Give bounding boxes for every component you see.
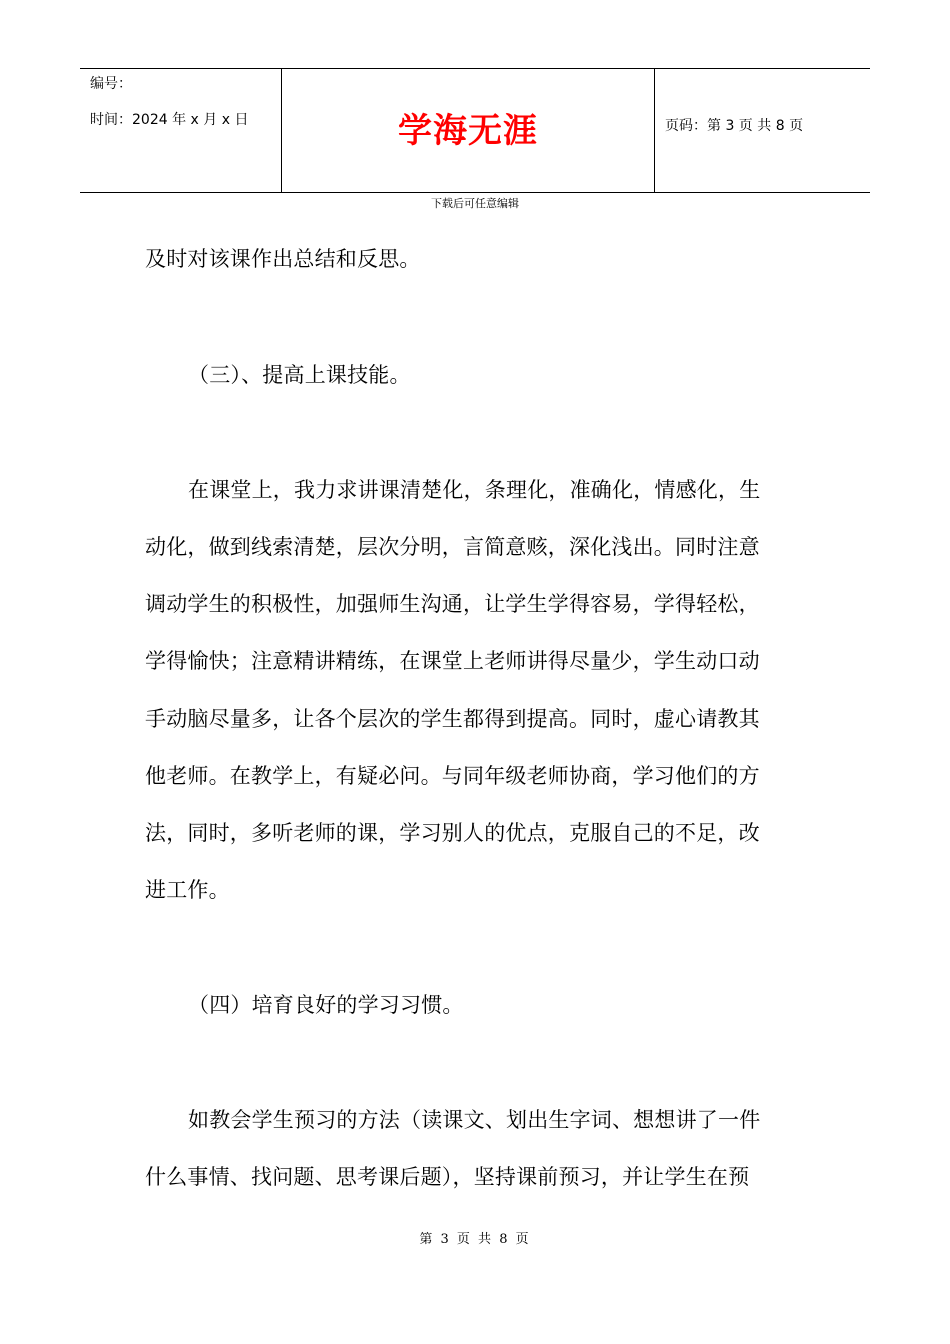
document-time-label: 时间：2024 年 x 月 x 日 (90, 112, 249, 128)
body-line: 进工作。 (145, 878, 230, 902)
body-line: 手动脑尽量多，让各个层次的学生都得到提高。同时，虚心请教其 (145, 707, 760, 731)
section-heading: （三）、提高上课技能。 (188, 363, 411, 387)
section-heading: （四）培育良好的学习习惯。 (188, 993, 464, 1017)
page-footer: 第 3 页 共 8 页 (419, 1232, 531, 1247)
body-line: 在课堂上，我力求讲课清楚化，条理化，准确化，情感化，生 (188, 478, 761, 502)
header-center-cell (281, 69, 655, 192)
brand-title: 学海无涯 (398, 111, 538, 151)
body-line: 如教会学生预习的方法（读课文、划出生字词、想想讲了一件 (188, 1108, 761, 1132)
page-info-label: 页码：第 3 页 共 8 页 (665, 118, 804, 134)
document-header (80, 68, 870, 193)
header-left-cell (80, 69, 281, 192)
body-line: 动化，做到线索清楚，层次分明，言简意赅，深化浅出。同时注意 (145, 535, 760, 559)
header-right-cell (655, 69, 870, 192)
edit-note: 下载后可任意编辑 (431, 197, 519, 210)
document-number-label: 编号： (90, 76, 132, 92)
body-line: 什么事情、找问题、思考课后题），坚持课前预习，并让学生在预 (145, 1165, 750, 1189)
body-line: 调动学生的积极性，加强师生沟通，让学生学得容易，学得轻松， (145, 592, 760, 616)
body-line: 学得愉快；注意精讲精练，在课堂上老师讲得尽量少，学生动口动 (145, 649, 760, 673)
body-line: 法，同时，多听老师的课，学习别人的优点，克服自己的不足，改 (145, 821, 760, 845)
body-line: 他老师。在教学上，有疑必问。与同年级老师协商，学习他们的方 (145, 764, 760, 788)
body-line: 及时对该课作出总结和反思。 (145, 247, 421, 271)
